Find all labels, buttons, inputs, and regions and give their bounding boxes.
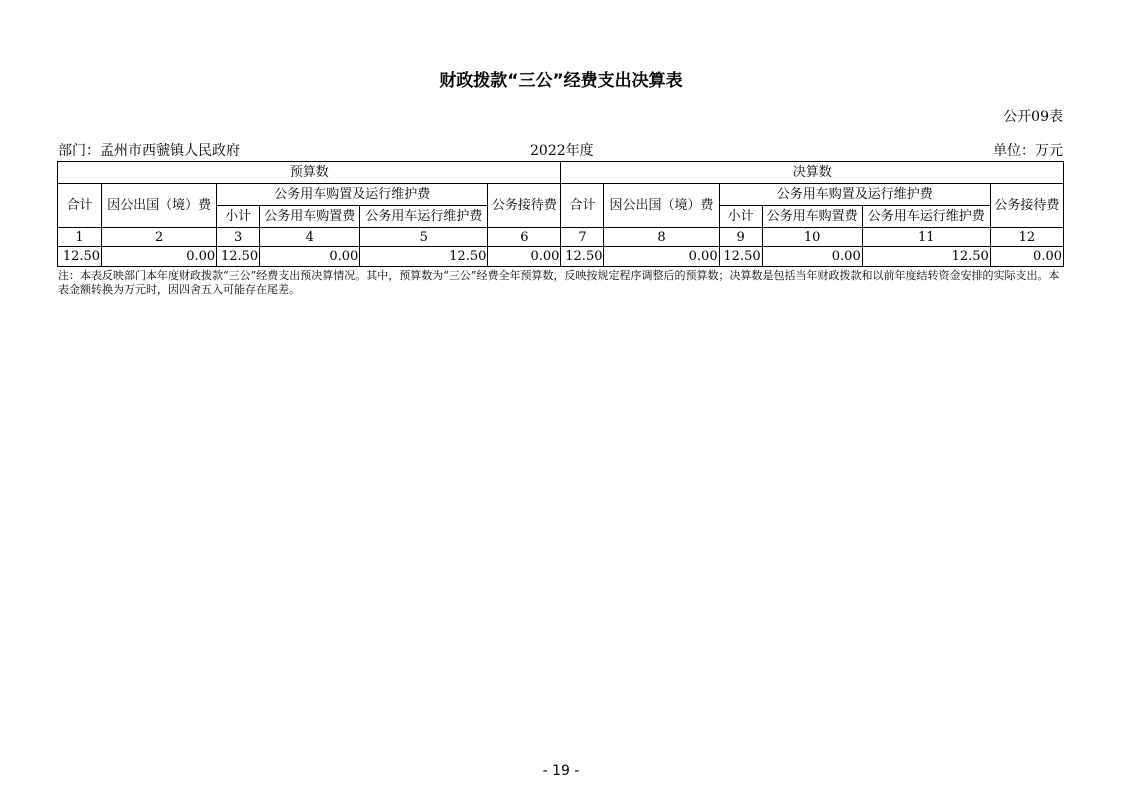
unit-label: 单位：万元: [993, 143, 1063, 159]
budget-abroad-header: 因公出国（境）费: [102, 184, 217, 228]
final-vehicle-operation-value: 12.50: [862, 247, 990, 267]
form-number: 公开09表: [1003, 109, 1063, 125]
department-label: 部门：孟州市西虢镇人民政府: [58, 143, 240, 159]
budget-reception-header: 公务接待费: [488, 184, 561, 228]
column-number: 4: [260, 228, 360, 247]
value-row: [58, 247, 1064, 267]
header-row-columns: [58, 184, 1064, 206]
column-number: 12: [990, 228, 1063, 247]
final-subtotal-value: 12.50: [719, 247, 762, 267]
column-number: 7: [561, 228, 604, 247]
budget-vehicle-purchase-header: 公务用车购置费: [260, 206, 360, 228]
column-number: 5: [360, 228, 488, 247]
table-title: 财政拨款“三公”经费支出决算表: [439, 71, 683, 91]
final-abroad-value: 0.00: [604, 247, 719, 267]
final-reception-value: 0.00: [990, 247, 1063, 267]
budget-total-value: 12.50: [58, 247, 102, 267]
column-number: 11: [862, 228, 990, 247]
column-number: 3: [217, 228, 260, 247]
budget-vehicle-operation-header: 公务用车运行维护费: [360, 206, 488, 228]
final-vehicle-group-header: 公务用车购置及运行维护费: [719, 184, 990, 206]
budget-abroad-value: 0.00: [102, 247, 217, 267]
column-number-row: [58, 228, 1064, 247]
final-total-header: 合计: [561, 184, 604, 228]
table-note: 注：本表反映部门本年度财政拨款“三公”经费支出预决算情况。其中，预算数为“三公”经费全年预算数，反映按规定程序调整后的预算数；决算数是包括当年财政拨款和以前年度结转资金安排的实际支出。本表金额转换为万元时，因四舍五入可能存在尾差。: [58, 269, 1060, 296]
budget-subtotal-header: 小计: [217, 206, 260, 228]
final-subtotal-header: 小计: [719, 206, 762, 228]
column-number: 6: [488, 228, 561, 247]
final-abroad-header: 因公出国（境）费: [604, 184, 719, 228]
header-row-groups: [58, 162, 1064, 184]
column-number: 10: [762, 228, 862, 247]
budget-subtotal-value: 12.50: [217, 247, 260, 267]
page-number: - 19 -: [542, 763, 580, 779]
final-total-value: 12.50: [561, 247, 604, 267]
final-vehicle-purchase-value: 0.00: [762, 247, 862, 267]
budget-reception-value: 0.00: [488, 247, 561, 267]
budget-vehicle-group-header: 公务用车购置及运行维护费: [217, 184, 488, 206]
column-number: 1: [58, 228, 102, 247]
fiscal-year: 2022年度: [530, 143, 594, 159]
final-vehicle-operation-header: 公务用车运行维护费: [862, 206, 990, 228]
budget-vehicle-operation-value: 12.50: [360, 247, 488, 267]
budget-group-header: 预算数: [58, 162, 561, 184]
budget-total-header: 合计: [58, 184, 102, 228]
three-public-expenses-table: [57, 161, 1064, 267]
final-reception-header: 公务接待费: [990, 184, 1063, 228]
column-number: 2: [102, 228, 217, 247]
final-group-header: 决算数: [561, 162, 1064, 184]
column-number: 8: [604, 228, 719, 247]
final-vehicle-purchase-header: 公务用车购置费: [762, 206, 862, 228]
budget-vehicle-purchase-value: 0.00: [260, 247, 360, 267]
column-number: 9: [719, 228, 762, 247]
